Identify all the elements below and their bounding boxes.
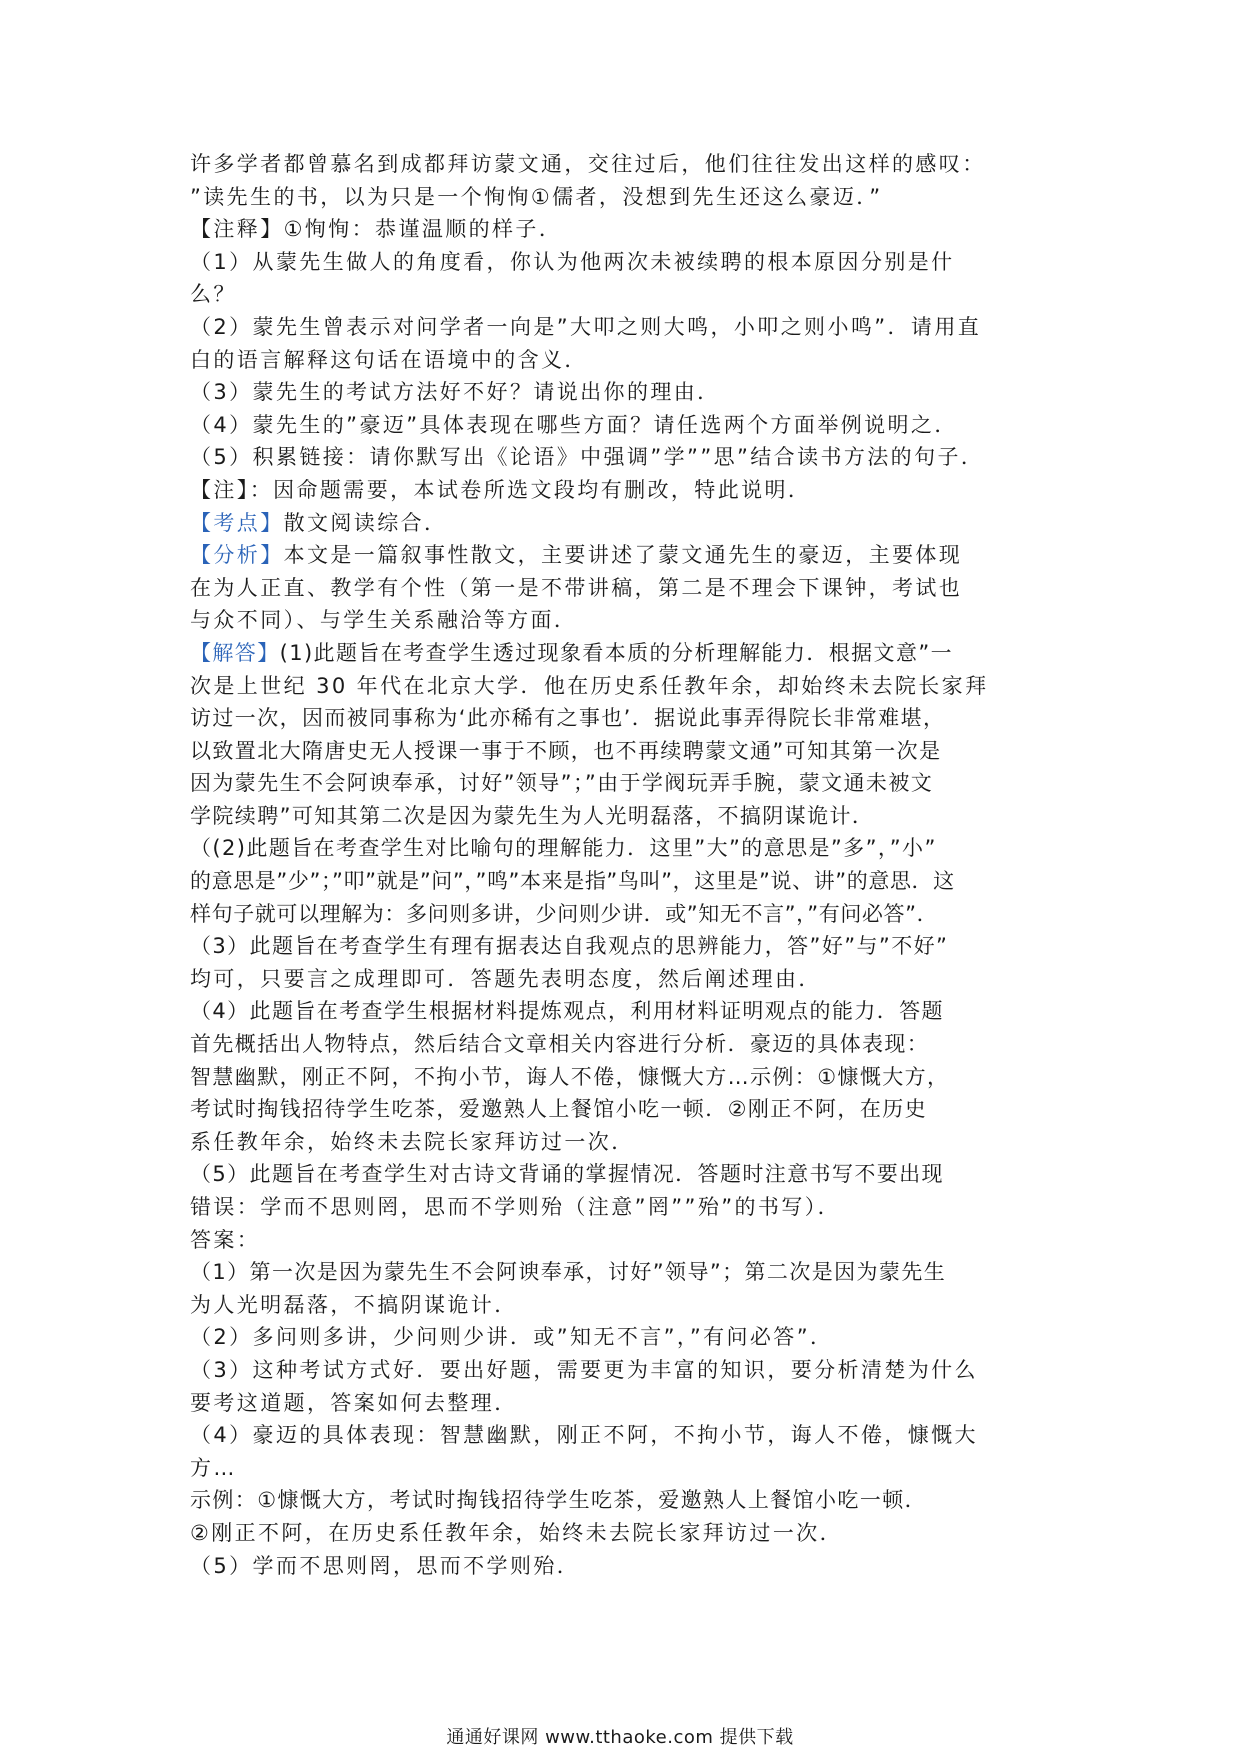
text-line	[190, 1191, 1052, 1224]
text-line	[190, 1452, 1052, 1485]
text-line	[190, 898, 1052, 931]
text-line	[190, 1158, 1052, 1191]
line-text: 均可，只要言之成理即可．答题先表明态度，然后阐述理由．	[190, 966, 822, 991]
text-line	[190, 213, 1052, 246]
line-text: 学院续聘”可知其第二次是因为蒙先生为人光明磊落，不搞阴谋诡计．	[190, 803, 875, 828]
line-text: （1）第一次是因为蒙先生不会阿谀奉承，讨好”领导”；第二次是因为蒙先生	[190, 1260, 947, 1285]
line-text: 【注】：因命题需要，本试卷所选文段均有删改，特此说明．	[190, 477, 812, 502]
line-text: 访过一次，因而被同事称为‘此亦稀有之事也’．据说此事弄得院长非常难堪，	[190, 706, 946, 731]
text-line	[190, 735, 1052, 768]
line-text: (1)此题旨在考查学生透过现象看本质的分析理解能力．根据文意”一	[279, 640, 954, 665]
line-text: ”读先生的书，以为只是一个恂恂①儒者，没想到先生还这么豪迈．”	[190, 184, 883, 209]
line-text: （(2)此题旨在考查学生对比喻句的理解能力．这里”大”的意思是”多”，”小”	[190, 836, 937, 861]
line-text: 首先概括出人物特点，然后结合文章相关内容进行分析．豪迈的具体表现：	[190, 1032, 930, 1057]
line-text: 【注释】①恂恂：恭谨温顺的样子．	[190, 217, 563, 242]
text-line	[190, 963, 1052, 996]
line-text: 系任教年余，始终未去院长家拜访过一次．	[190, 1129, 635, 1154]
line-text: 次是上世纪 30 年代在北京大学．他在历史系任教年余，却始终未去院长家拜	[190, 673, 989, 698]
line-text: 因为蒙先生不会阿谀奉承，讨好”领导”；”由于学阀玩弄手腕，蒙文通未被文	[190, 771, 934, 796]
line-text: 与众不同）、与学生关系融洽等方面．	[190, 608, 578, 633]
line-text: 散文阅读综合．	[283, 510, 448, 535]
line-text: 的意思是”少”；”叩”就是”问”，”鸣”本来是指”鸟叫”，这里是”说、讲”的意思．这	[190, 869, 955, 894]
text-line	[190, 1289, 1052, 1322]
text-line	[190, 1484, 1052, 1517]
text-line	[190, 1028, 1052, 1061]
page-footer: 通通好课网 www.tthaoke.com 提供下载	[446, 1727, 794, 1748]
document-body	[190, 148, 1052, 1582]
line-text: （5）积累链接：请你默写出《论语》中强调”学””思”结合读书方法的句子．	[190, 445, 985, 470]
text-line	[190, 1224, 1052, 1257]
text-line	[190, 702, 1052, 735]
text-line	[190, 832, 1052, 865]
text-line	[190, 995, 1052, 1028]
text-line	[190, 1550, 1052, 1583]
text-line	[190, 800, 1052, 833]
line-text: 错误：学而不思则罔，思而不学则殆（注意”罔””殆”的书写）．	[190, 1195, 842, 1219]
text-line	[190, 637, 1052, 670]
line-text: （3）蒙先生的考试方法好不好？请说出你的理由．	[190, 380, 721, 405]
line-text: 在为人正直、教学有个性（第一是不带讲稿，第二是不理会下课钟，考试也	[190, 575, 963, 600]
line-text: 答案：	[190, 1227, 261, 1252]
line-text: （5）学而不思则罔，思而不学则殆．	[190, 1553, 581, 1578]
line-text: （1）从蒙先生做人的角度看，你认为他两次未被续聘的根本原因分别是什	[190, 249, 955, 274]
text-line	[190, 539, 1052, 572]
line-text: 示例：①慷慨大方，考试时掏钱招待学生吃茶，爱邀熟人上餐馆小吃一顿．	[190, 1488, 928, 1513]
line-text: 要考这道题，答案如何去整理．	[190, 1390, 518, 1415]
text-line	[190, 1126, 1052, 1159]
section-tag: 【解答】	[190, 640, 280, 665]
text-line	[190, 604, 1052, 637]
text-line	[190, 1387, 1052, 1420]
text-line	[190, 376, 1052, 409]
text-line	[190, 1321, 1052, 1354]
line-text: 许多学者都曾慕名到成都拜访蒙文通，交往过后，他们往往发出这样的感叹：	[190, 152, 986, 176]
section-tag: 【考点】	[190, 510, 284, 535]
line-text: （4）蒙先生的”豪迈”具体表现在哪些方面？请任选两个方面举例说明之．	[190, 412, 958, 437]
section-tag: 【分析】	[190, 543, 284, 568]
text-line	[190, 1419, 1052, 1452]
line-text: （2）多问则多讲，少问则少讲．或”知无不言”，”有问必答”．	[190, 1325, 834, 1350]
text-line	[190, 441, 1052, 474]
text-line	[190, 311, 1052, 344]
text-line	[190, 1061, 1052, 1094]
line-text: 白的语言解释这句话在语境中的含义．	[190, 347, 588, 372]
text-line	[190, 278, 1052, 311]
line-text: 智慧幽默，刚正不阿，不拘小节，诲人不倦，慷慨大方…示例：①慷慨大方，	[190, 1064, 950, 1089]
text-line	[190, 1093, 1052, 1126]
text-line	[190, 148, 1052, 181]
line-text: 以致置北大隋唐史无人授课一事于不顾，也不再续聘蒙文通”可知其第一次是	[190, 738, 942, 763]
text-line	[190, 507, 1052, 540]
text-line	[190, 670, 1052, 703]
text-line	[190, 474, 1052, 507]
text-line	[190, 181, 1052, 214]
line-text: 样句子就可以理解为：多问则多讲，少问则少讲．或”知无不言”，”有问必答”．	[190, 901, 939, 926]
text-line	[190, 767, 1052, 800]
line-text: （4）豪迈的具体表现：智慧幽默，刚正不阿，不拘小节，诲人不倦，慷慨大	[190, 1423, 978, 1448]
line-text: 为人光明磊落，不搞阴谋诡计．	[190, 1292, 518, 1317]
text-line	[190, 1517, 1052, 1550]
text-line	[190, 572, 1052, 605]
line-text: （3）这种考试方式好．要出好题，需要更为丰富的知识，要分析清楚为什么	[190, 1357, 978, 1382]
text-line	[190, 1256, 1052, 1289]
line-text: 方…	[190, 1455, 237, 1480]
line-text: （2）蒙先生曾表示对问学者一向是”大叩之则大鸣，小叩之则小鸣”．请用直	[190, 314, 982, 339]
line-text: 本文是一篇叙事性散文，主要讲述了蒙文通先生的豪迈，主要体现	[283, 543, 963, 568]
line-text: （5）此题旨在考查学生对古诗文背诵的掌握情况．答题时注意书写不要出现	[190, 1162, 944, 1187]
text-line	[190, 1354, 1052, 1387]
line-text: （4）此题旨在考查学生根据材料提炼观点，利用材料证明观点的能力．答题	[190, 999, 944, 1024]
text-line	[190, 409, 1052, 442]
line-text: （3）此题旨在考查学生有理有据表达自我观点的思辨能力，答”好”与”不好”	[190, 934, 949, 959]
text-line	[190, 246, 1052, 279]
text-line	[190, 930, 1052, 963]
line-text: ②刚正不阿，在历史系任教年余，始终未去院长家拜访过一次．	[190, 1520, 844, 1545]
text-line	[190, 344, 1052, 377]
text-line	[190, 865, 1052, 898]
line-text: 么？	[190, 282, 237, 307]
line-text: 考试时掏钱招待学生吃茶，爱邀熟人上餐馆小吃一顿．②刚正不阿，在历史	[190, 1097, 928, 1122]
